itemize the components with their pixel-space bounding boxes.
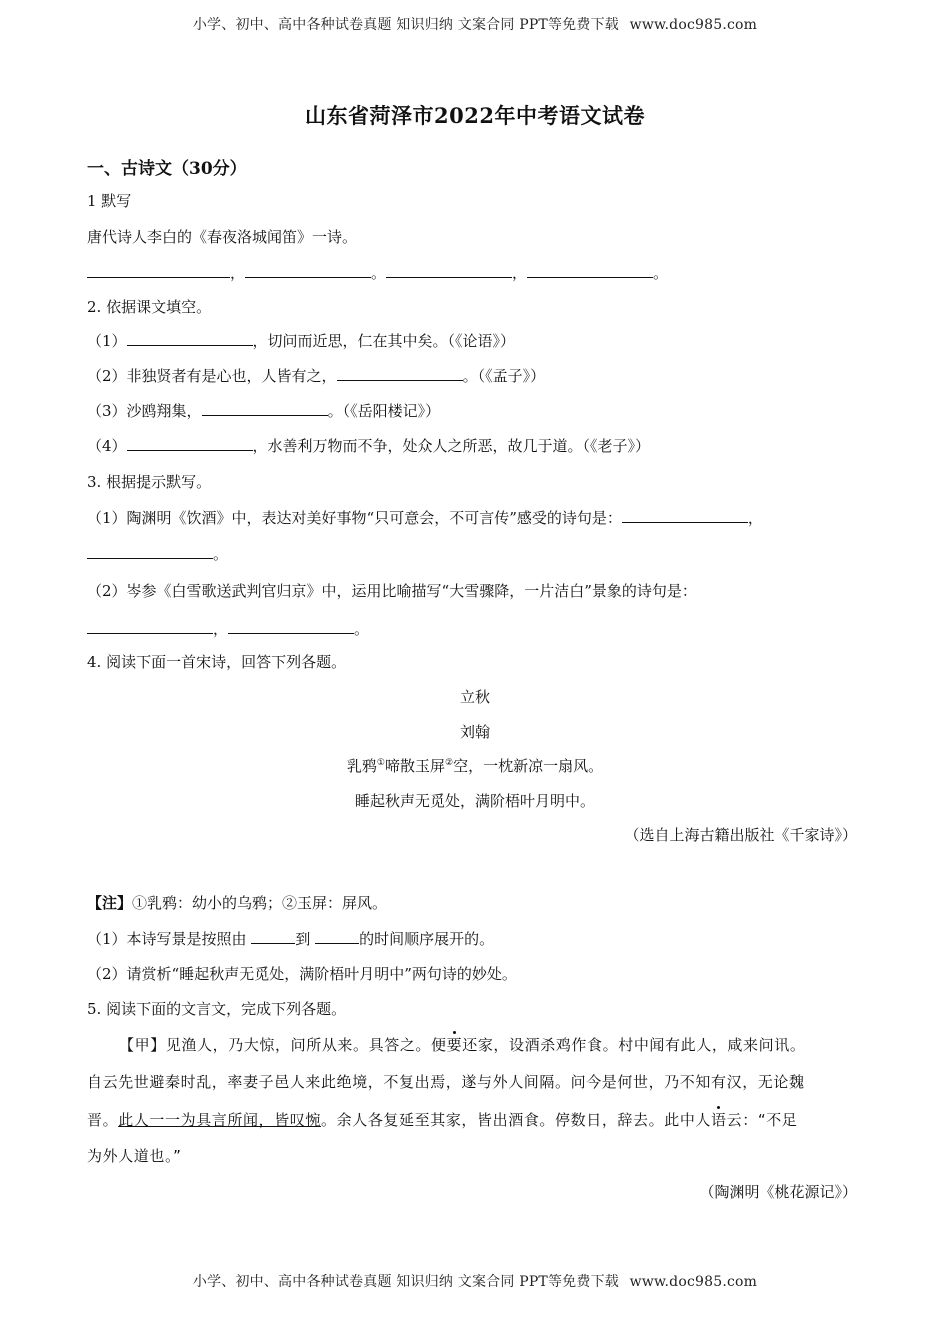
q3-item-1-cont: 。 <box>87 543 228 564</box>
poem-line-1: 乳鸦①啼散玉屏②空，一枕新凉一扇风。 <box>346 757 604 775</box>
note-label: 【注】 <box>87 894 133 912</box>
section-heading: 一、古诗文（30分） <box>87 159 247 179</box>
passage-source: （陶渊明《桃花源记》） <box>699 1183 857 1201</box>
page-footer <box>0 1271 950 1291</box>
q5-label: 5. 阅读下面的文言文，完成下列各题。 <box>87 1000 347 1018</box>
passage-label: 【甲】 <box>119 1036 166 1054</box>
answer-blank[interactable] <box>527 263 653 278</box>
poem-author: 刘翰 <box>459 723 490 741</box>
q3-item-1: （1）陶渊明《饮酒》中，表达对美好事物“只可意会，不可言传”感受的诗句是： ， <box>87 509 763 527</box>
footnote-mark: ② <box>445 758 454 768</box>
header-text: 小学、初中、高中各种试卷真题 知识归纳 文案合同 PPT等免费下载 <box>192 17 619 33</box>
dotted-character: 语 <box>711 1111 727 1129</box>
footer-text: 小学、初中、高中各种试卷真题 知识归纳 文案合同 PPT等免费下载 <box>192 1274 619 1290</box>
item-number: （2） <box>87 367 127 385</box>
q2-label: 2. 依据课文填空。 <box>87 298 212 316</box>
item-text: 。（《孟子》） <box>462 367 546 385</box>
underlined-sentence: 此人一一为具言所闻，皆叹惋 <box>118 1111 322 1129</box>
q4-label: 4. 阅读下面一首宋诗，回答下列各题。 <box>87 653 347 671</box>
item-text: 非独贤者有是心也，人皆有之， <box>126 367 337 385</box>
answer-blank[interactable] <box>127 436 253 451</box>
answer-blank[interactable] <box>87 619 213 634</box>
item-number: （3） <box>87 402 127 420</box>
poem-title: 立秋 <box>459 688 490 706</box>
poem-note <box>87 892 387 913</box>
item-text: 沙鸥翔集， <box>126 402 202 420</box>
classical-text-line-3: 晋。此人一一为具言所闻，皆叹惋。余人各复延至其家，皆出酒食。停数日，辞去。此中人语云：“不足 <box>87 1111 798 1129</box>
q2-item-3 <box>87 400 440 421</box>
answer-blank[interactable] <box>202 401 328 416</box>
answer-blank[interactable] <box>87 263 230 278</box>
item-text: ，切问而近思，仁在其中矣。（《论语》） <box>252 332 516 350</box>
classical-text-line-4: 为外人道也。” <box>87 1147 182 1165</box>
q1-answer-line: ， 。 ， 。 <box>87 262 668 283</box>
q2-item-2 <box>87 365 545 386</box>
answer-blank[interactable] <box>337 366 463 381</box>
answer-blank[interactable] <box>127 331 253 346</box>
q2-item-4 <box>87 435 650 456</box>
q2-item-1 <box>87 330 515 351</box>
footer-site-link[interactable]: www.doc985.com <box>629 1274 758 1290</box>
classical-text-line-2: 自云先世避秦时乱，率妻子邑人来此绝境，不复出焉，遂与外人间隔。问今是何世，乃不知有汉，无论魏 <box>87 1073 805 1091</box>
q3-item-2-answers: ， 。 <box>87 618 369 639</box>
page-title: 山东省菏泽市2022年中考语文试卷 <box>305 103 645 128</box>
answer-blank[interactable] <box>228 619 354 634</box>
answer-blank[interactable] <box>315 929 359 944</box>
q4-sub-1: （1）本诗写景是按照由 到 的时间顺序展开的。 <box>87 930 495 948</box>
item-text: ，水善利万物而不争，处众人之所恶，故几于道。（《老子》） <box>252 437 651 455</box>
note-text: ①乳鸦：幼小的乌鸦；②玉屏：屏风。 <box>132 894 388 912</box>
q1-label: 1 默写 <box>87 192 132 210</box>
item-number: （1） <box>87 332 127 350</box>
poem-source: （选自上海古籍出版社《千家诗》） <box>624 826 857 844</box>
item-number: （4） <box>87 437 127 455</box>
q3-label: 3. 根据提示默写。 <box>87 473 212 491</box>
header-site-link[interactable]: www.doc985.com <box>629 17 758 33</box>
answer-blank[interactable] <box>87 544 213 559</box>
q1-prompt: 唐代诗人李白的《春夜洛城闻笛》一诗。 <box>87 228 358 246</box>
dotted-character: 要 <box>446 1036 463 1054</box>
answer-blank[interactable] <box>386 263 512 278</box>
answer-blank[interactable] <box>245 263 371 278</box>
q3-item-2: （2）岑参《白雪歌送武判官归京》中，运用比喻描写“大雪骤降，一片洁白”景象的诗句是： <box>87 582 697 600</box>
answer-blank[interactable] <box>622 508 748 523</box>
answer-blank[interactable] <box>251 929 295 944</box>
classical-text-line-1: 【甲】见渔人，乃大惊，问所从来。具答之。便要还家，设酒杀鸡作食。村中闻有此人，咸来问讯。 <box>119 1036 806 1054</box>
item-text: （1）陶渊明《饮酒》中，表达对美好事物“只可意会，不可言传”感受的诗句是： <box>87 509 622 527</box>
poem-line-2: 睡起秋声无觅处，满阶梧叶月明中。 <box>354 792 595 810</box>
page-header <box>0 14 950 34</box>
footnote-mark: ① <box>376 758 385 768</box>
q4-sub-2: （2）请赏析“睡起秋声无觅处，满阶梧叶月明中”两句诗的妙处。 <box>87 965 517 983</box>
item-text: 。（《岳阳楼记》） <box>327 402 441 420</box>
